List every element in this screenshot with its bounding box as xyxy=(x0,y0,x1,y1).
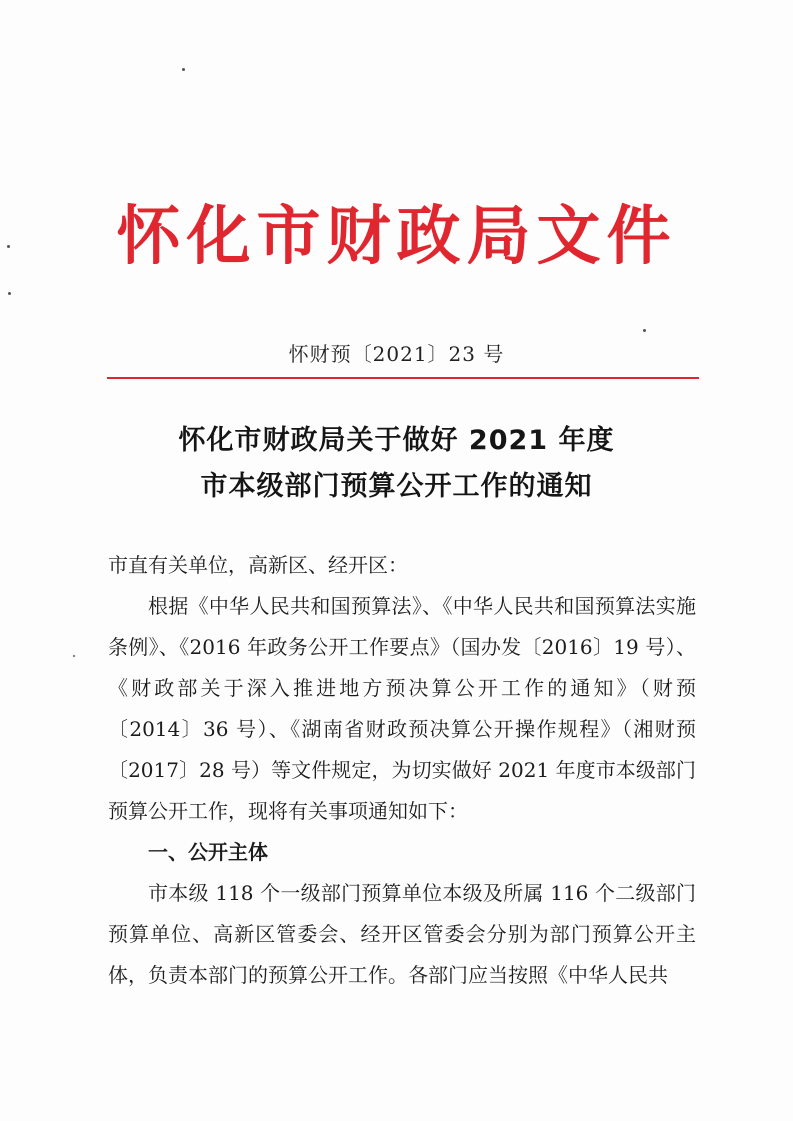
notice-title xyxy=(0,418,793,510)
document-body xyxy=(108,545,696,996)
scan-speck xyxy=(182,68,185,71)
notice-title-line-2: 市本级部门预算公开工作的通知 xyxy=(200,471,593,502)
scan-speck xyxy=(73,655,75,657)
notice-title-line-1: 怀化市财政局关于做好 2021 年度 xyxy=(178,425,615,456)
paragraph-public-subject: 市本级 118 个一级部门预算单位本级及所属 116 个二级部门预算单位、高新区管委会、经开区管委会分别为部门预算公开主体，负责本部门的预算公开工作。各部门应当按照《中华人民共 xyxy=(108,881,696,987)
section-heading-public-subject: 一、公开主体 xyxy=(148,840,268,864)
document-number: 怀财预〔2021〕23 号 xyxy=(288,342,505,366)
scan-speck xyxy=(643,329,646,332)
salutation: 市直有关单位，高新区、经开区： xyxy=(108,553,408,577)
red-divider-line xyxy=(107,377,699,379)
scan-speck xyxy=(8,292,11,295)
paragraph-basis: 根据《中华人民共和国预算法》、《中华人民共和国预算法实施条例》、《2016 年政务公开工作要点》（国办发〔2016〕19 号）、《财政部关于深入推进地方预决算公开工作的通知》（财预〔2014〕36 号）、《湖南省财政预决算公开操作规程》（湘财预〔2017〕28 号）等文件规定，为切实做好 2021 年度市本级部门预算公开工作，现将有关事项通知如下： xyxy=(108,594,696,823)
scan-speck xyxy=(7,245,10,248)
issuer-header-title: 怀化市财政局文件 xyxy=(116,199,677,274)
